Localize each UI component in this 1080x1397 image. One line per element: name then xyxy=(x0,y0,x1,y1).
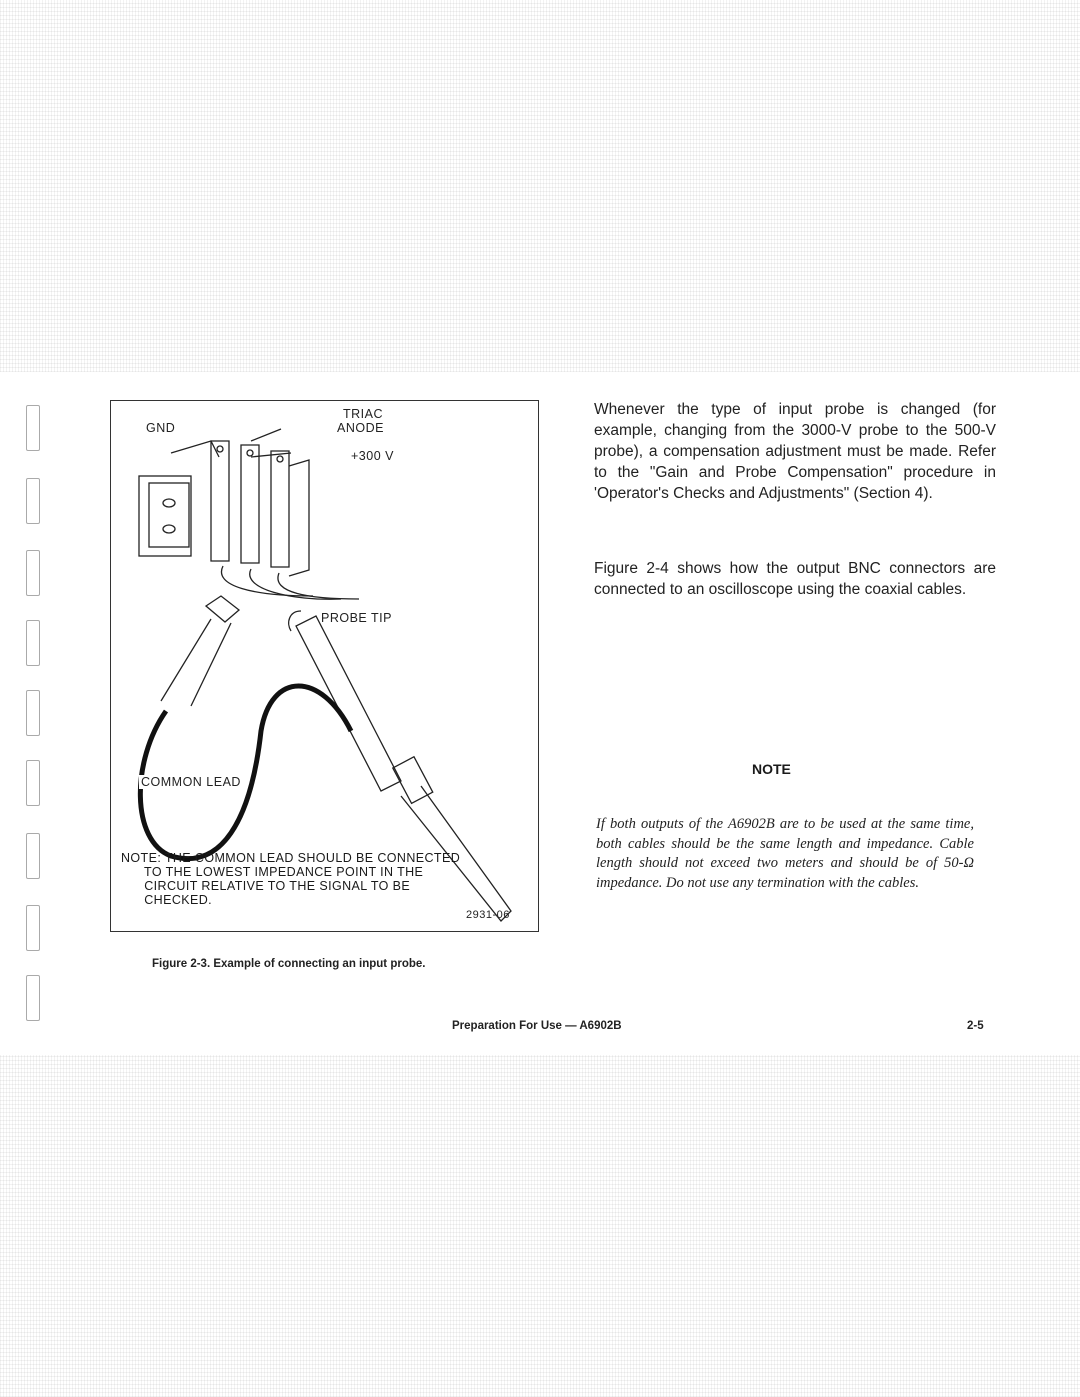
paragraph-compensation: Whenever the type of input probe is changed (for example, changing from the 3000-V probe to the 500-V probe), a compensation adjustment must be made. Refer to the "Gain and Probe Compensation" procedure in 'Operator's Checks and Adjustments" (Section 4). xyxy=(594,401,996,502)
binder-hole xyxy=(26,478,40,524)
figure-caption: Figure 2-3. Example of connecting an input probe. xyxy=(152,958,426,970)
label-anode: ANODE xyxy=(337,421,384,435)
page-number: 2-5 xyxy=(967,1020,984,1032)
note-heading: NOTE xyxy=(752,761,791,777)
footer-title: Preparation For Use — A6902B xyxy=(452,1020,622,1032)
label-common-lead: COMMON LEAD xyxy=(141,775,241,789)
binder-hole xyxy=(26,760,40,806)
binder-hole xyxy=(26,833,40,879)
scan-noise-bottom xyxy=(0,1055,1080,1397)
note-text: If both outputs of the A6902B are to be used at the same time, both cables should be the same length and impedance. Cable length should not exceed two meters and should be of 50-Ω impedance. Do not use any termination with the cables. xyxy=(596,816,974,891)
figure-note: NOTE: THE COMMON LEAD SHOULD BE CONNECTED TO THE LOWEST IMPEDANCE POINT IN THE CIRCUIT RELATIVE TO THE SIGNAL TO BE CHECKED. xyxy=(121,851,461,907)
binder-hole xyxy=(26,905,40,951)
binder-hole xyxy=(26,405,40,451)
scan-noise-top xyxy=(0,0,1080,372)
label-probe-tip: PROBE TIP xyxy=(321,611,392,625)
binder-hole xyxy=(26,620,40,666)
binder-hole xyxy=(26,690,40,736)
label-triac: TRIAC xyxy=(343,407,383,421)
label-gnd: GND xyxy=(146,421,176,435)
figure-2-3 xyxy=(110,400,539,932)
label-300v: +300 V xyxy=(351,449,394,463)
binder-hole xyxy=(26,550,40,596)
paragraph-bnc: Figure 2-4 shows how the output BNC connectors are connected to an oscilloscope using the coaxial cables. xyxy=(594,560,996,598)
binder-hole xyxy=(26,975,40,1021)
figure-code: 2931-06 xyxy=(466,909,510,921)
